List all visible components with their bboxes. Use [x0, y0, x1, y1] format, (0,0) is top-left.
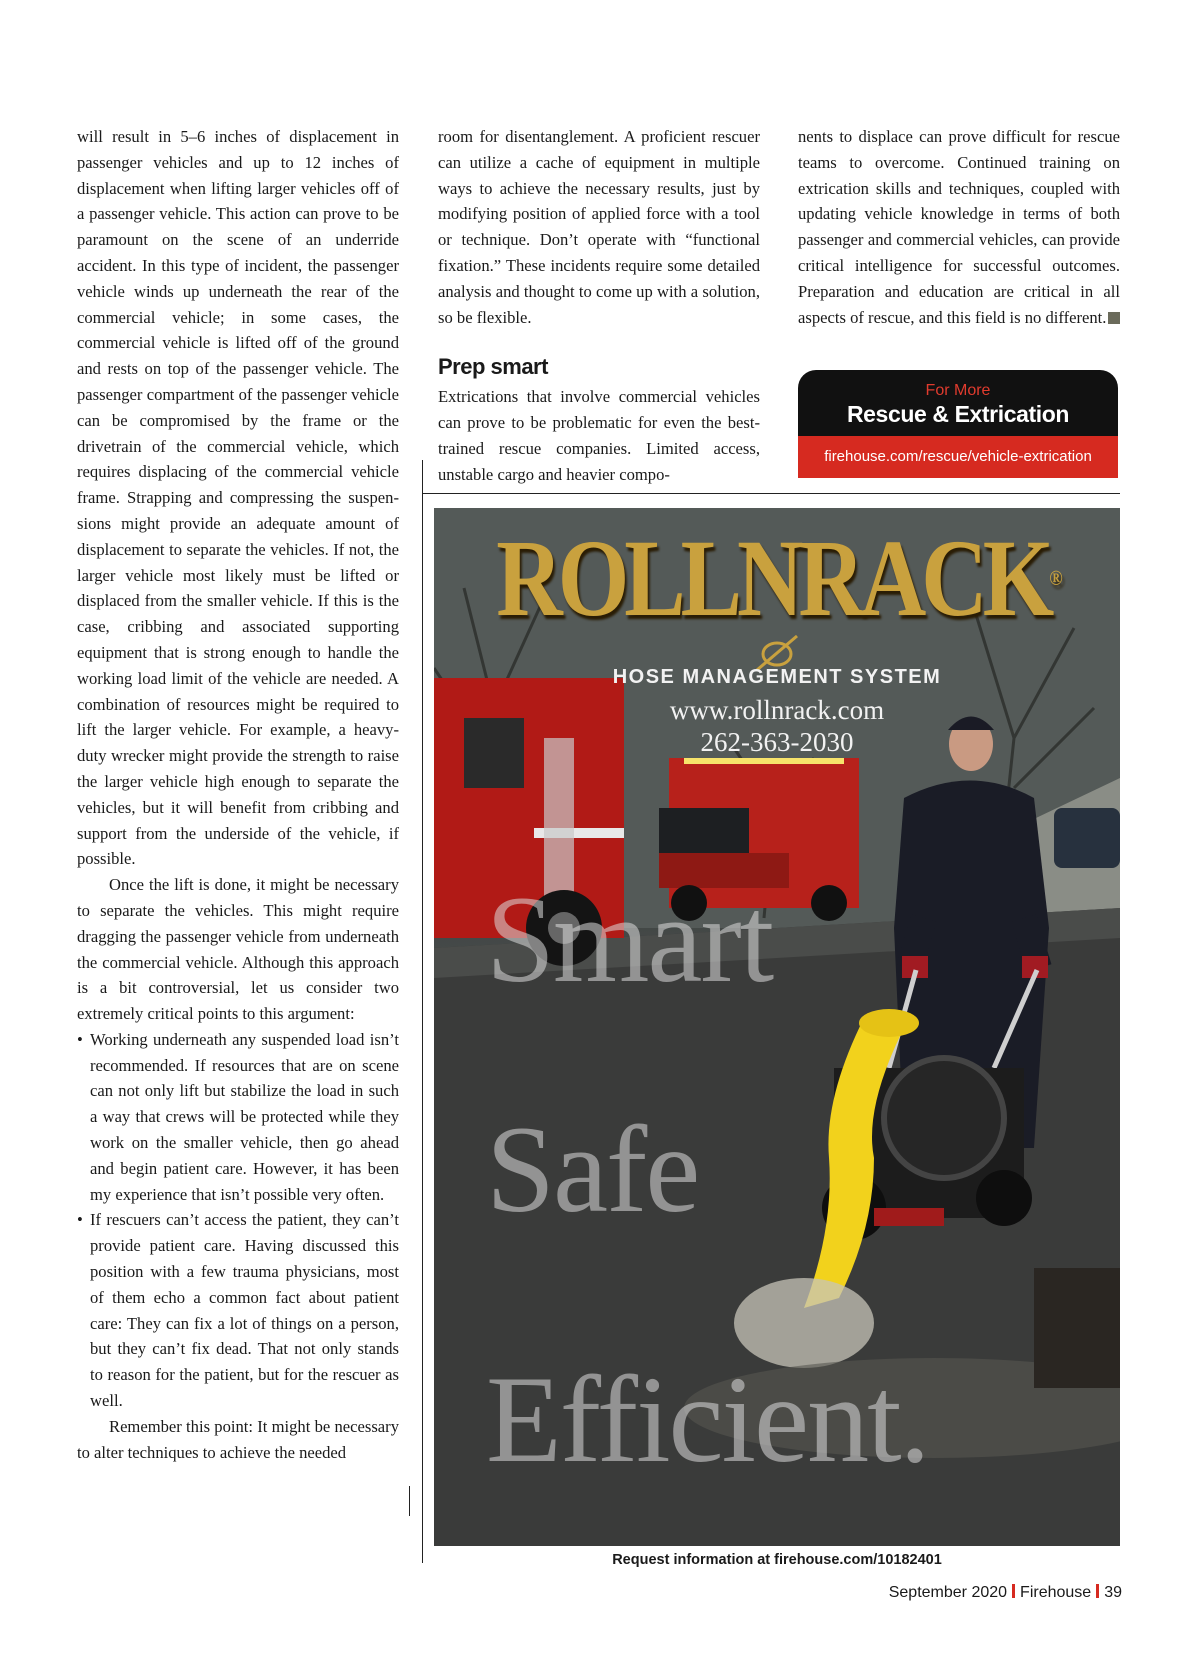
- ad-phone: 262-363-2030: [700, 727, 854, 757]
- body-paragraph: will result in 5–6 inches of displacement in passenger vehicles and up to 12 inches of displacement when lifting larger vehicles off of a passenger vehicle. This action can prove to be paramount on the scene of an underride accident. In this type of incident, the passenger vehicle winds up underneath the rear of the commercial vehicle; in some cases, the commercial vehicle is lifted off of the ground and rests on top of the passenger vehicle. The passenger compartment of the passenger vehicle can be compromised by the frame or the drivetrain of the commercial vehicle, which requires displacing of the commercial vehicle frame. Strapping and compressing the suspensions might provide an adequate amount of displacement to separate the vehicles. If not, the larger vehicle most likely must be lifted or displaced from the smaller vehicle. If this is the case, cribbing and associated supporting equipment that is strong enough to handle the working load limit of the vehicle are needed. A combination of resources might be required to lift the larger vehicle. For example, a heavy-duty wrecker might provide the strength to raise the larger vehicle high enough to separate the vehicles, but it will benefit from cribbing and support from the underside of the vehicle, if possible.: [77, 127, 399, 869]
- bullet-item: • Working underneath any suspended load isn’t recommended. If resources that are on scene can not only lift but stabilize the load in such a way that crews will be protected while they work on the smaller vehicle, then go ahead and begin patient care. However, it has been my experience that isn’t possible very often.: [77, 1027, 399, 1208]
- body-paragraph: [798, 124, 1120, 330]
- parked-car-icon: [1054, 808, 1120, 868]
- bullet-item: • If rescuers can’t access the patient, they can’t provide patient care. Having discussed this position with a few trauma physicians, most of them echo a common fact about patient care: They can fix a lot of things on a person, but they can’t fix dead. That not only stands to reason for the patient, but for the rescuer as well.: [77, 1207, 399, 1413]
- body-paragraph: Once the lift is done, it might be necessary to separate the vehicles. This might require dragging the passenger vehicle from underneath the commercial vehicle. Although this approach is a bit controversial, let us consider two extremely critical points to this argument:: [77, 875, 399, 1024]
- separator-bar: [1096, 1584, 1099, 1598]
- ad-tagline-word: Safe: [486, 1101, 699, 1238]
- ad-subtitle: HOSE MANAGEMENT SYSTEM: [612, 666, 942, 688]
- body-text: nents to displace can prove difficult for rescue teams to overcome. Continued training on extrication skills and techniques, coupled with updating vehicle knowledge in terms of both passenger and commercial vehicles, can provide critical intelligence for successful outcomes. Preparation and education are critical in all aspects of rescue, and this field is no different.: [798, 127, 1120, 327]
- body-paragraph: Remember this point: It might be necessary to alter techniques to achieve the needed: [77, 1416, 399, 1462]
- article-column-1: [77, 124, 399, 1465]
- page-footer: [889, 1584, 1122, 1602]
- promo-kicker: For More: [925, 382, 991, 399]
- promo-box[interactable]: [798, 370, 1118, 478]
- magazine-name: Firehouse: [1020, 1584, 1092, 1601]
- rollnrack-advertisement[interactable]: [434, 508, 1120, 1546]
- ad-tagline-word: Smart: [486, 871, 773, 1008]
- promo-link[interactable]: firehouse.com/rescue/vehicle-extrication: [798, 436, 1118, 478]
- ad-tagline-word: Efficient.: [486, 1351, 929, 1488]
- hose-roll: [859, 1009, 919, 1037]
- rollnrack-logo: [434, 516, 1120, 640]
- separator-bar: [1012, 1584, 1015, 1598]
- section-heading: Prep smart: [438, 354, 548, 380]
- article-column-2: [438, 124, 760, 488]
- promo-title: Rescue & Extrication: [846, 401, 1070, 427]
- ad-frame-rule: [422, 493, 423, 1563]
- promo-header: [798, 370, 1118, 436]
- column-rule: [409, 1486, 410, 1516]
- registered-mark: ®: [1049, 566, 1058, 590]
- ad-website[interactable]: www.rollnrack.com: [669, 695, 885, 725]
- body-paragraph: room for disentanglement. A proficient rescuer can utilize a cache of equipment in multiple ways to achieve the necessary results, just by modifying position of applied force with a tool or technique. Don’t operate with “functional fixation.” These incidents require some detailed analysis and thought to come up with a solution, so be flexible.: [438, 127, 760, 327]
- issue-date: September 2020: [888, 1584, 1008, 1601]
- ad-frame-rule: [422, 493, 1120, 494]
- body-paragraph: Extrications that involve commercial vehicles can prove to be problematic for even the best-trained rescue companies. Limited access, unstable cargo and heavier compo-: [438, 387, 760, 484]
- article-column-3: [798, 124, 1120, 330]
- bullet-list: [77, 1027, 399, 1414]
- end-of-article-icon: [1108, 312, 1120, 324]
- page-number: 39: [1104, 1584, 1122, 1601]
- storm-drain-icon: [1034, 1268, 1120, 1388]
- column-rule: [422, 460, 423, 493]
- brand-name: ROLLNRACK: [496, 516, 1050, 640]
- ad-caption[interactable]: Request information at firehouse.com/10182401: [612, 1552, 942, 1568]
